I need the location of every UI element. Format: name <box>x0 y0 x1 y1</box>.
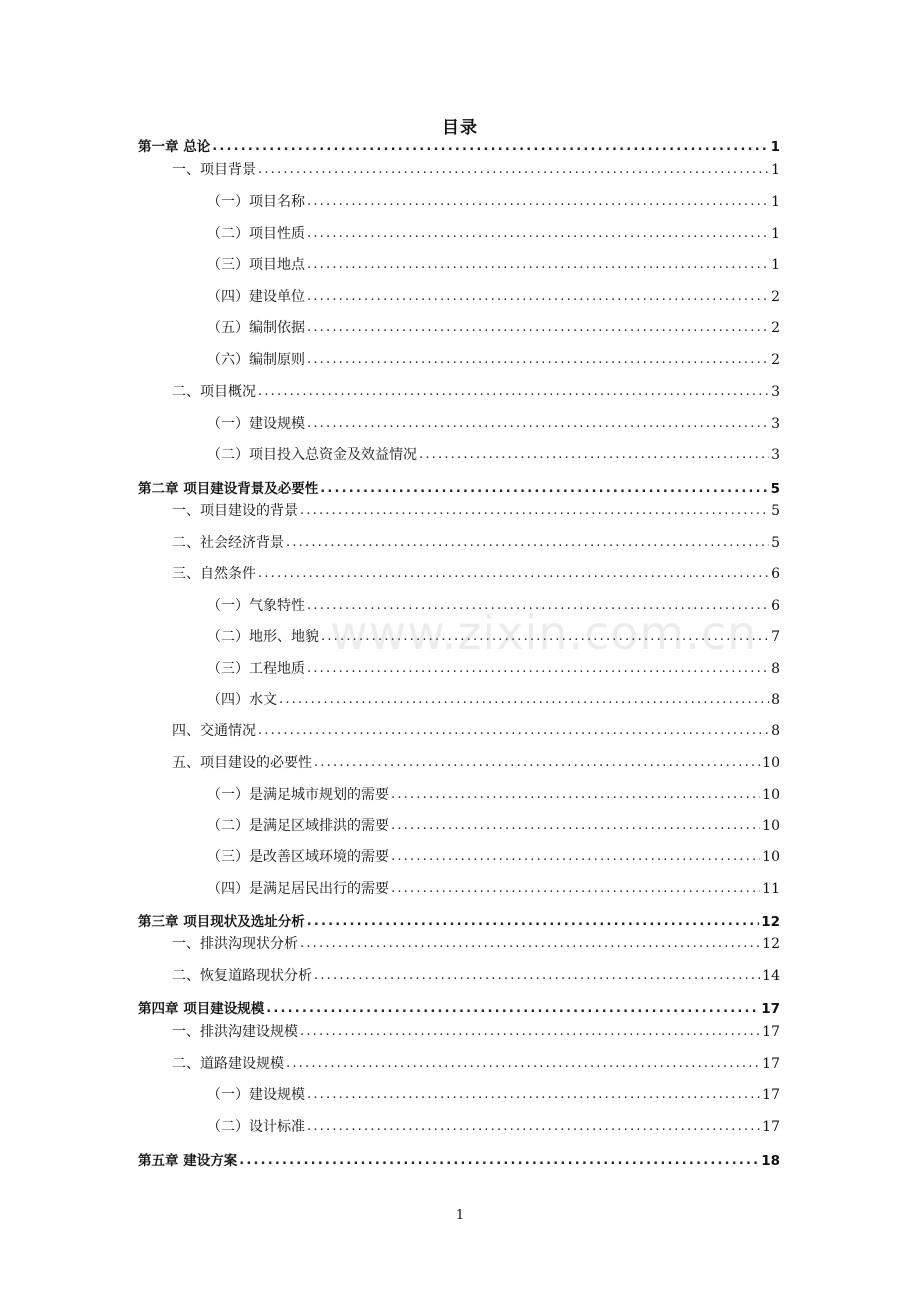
toc-entry-page: 5 <box>770 481 780 497</box>
toc-entry[interactable] <box>207 414 780 434</box>
toc-entry-title: 五、项目建设的必要性 <box>172 755 312 771</box>
toc-entry[interactable] <box>172 1054 780 1074</box>
toc-entry-page: 17 <box>761 1001 780 1017</box>
toc-entry-title: 二、社会经济背景 <box>172 535 284 551</box>
dot-leader <box>300 501 769 521</box>
toc-entry[interactable] <box>207 816 780 836</box>
toc-entry-page: 17 <box>762 1087 780 1103</box>
toc-entry[interactable] <box>207 659 780 679</box>
toc-entry-title: （一）建设规模 <box>207 416 305 432</box>
toc-entry[interactable] <box>207 879 780 899</box>
toc-entry-page: 8 <box>771 723 780 739</box>
toc-entry[interactable] <box>207 847 780 867</box>
toc-entry-title: （四）是满足居民出行的需要 <box>207 881 389 897</box>
toc-entry-title: （六）编制原则 <box>207 352 305 368</box>
toc-entry[interactable] <box>207 785 780 805</box>
dot-leader <box>286 533 769 553</box>
dot-leader <box>266 999 759 1019</box>
toc-entry-page: 6 <box>771 598 780 614</box>
toc-entry-page: 8 <box>771 661 780 677</box>
toc-entry[interactable] <box>172 966 780 986</box>
toc-entry-page: 10 <box>762 849 780 865</box>
toc-entry-page: 17 <box>762 1056 780 1072</box>
toc-entry-page: 2 <box>771 320 780 336</box>
dot-leader <box>307 192 769 212</box>
dot-leader <box>307 255 769 275</box>
toc-entry[interactable] <box>138 999 780 1019</box>
dot-leader <box>300 934 760 954</box>
dot-leader <box>391 847 760 867</box>
toc-entry[interactable] <box>172 934 780 954</box>
toc-entry[interactable] <box>207 318 780 338</box>
toc-entry[interactable] <box>207 224 780 244</box>
toc-entry-title: 第四章 项目建设规模 <box>138 1001 265 1017</box>
toc-entry-title: （二）是满足区域排洪的需要 <box>207 818 389 834</box>
dot-leader <box>391 879 760 899</box>
dot-leader <box>307 1117 760 1137</box>
dot-leader <box>307 1085 760 1105</box>
dot-leader <box>314 753 760 773</box>
toc-entry-title: 二、恢复道路现状分析 <box>172 968 312 984</box>
dot-leader <box>307 414 769 434</box>
toc-entry[interactable] <box>207 1117 780 1137</box>
dot-leader <box>307 350 769 370</box>
dot-leader <box>239 1151 759 1171</box>
toc-entry[interactable] <box>172 753 780 773</box>
dot-leader <box>307 912 760 932</box>
dot-leader <box>212 137 768 157</box>
dot-leader <box>391 816 760 836</box>
toc-entry-page: 1 <box>771 226 780 242</box>
toc-entry[interactable] <box>207 255 780 275</box>
toc-entry[interactable] <box>172 721 780 741</box>
toc-entry-page: 7 <box>771 629 780 645</box>
toc-title: 目录 <box>442 118 478 138</box>
dot-leader <box>258 160 769 180</box>
toc-entry[interactable] <box>172 501 780 521</box>
toc-entry[interactable] <box>207 1085 780 1105</box>
toc-entry-page: 10 <box>762 787 780 803</box>
toc-entry-page: 14 <box>762 968 780 984</box>
toc-entry-page: 6 <box>771 566 780 582</box>
toc-entry-page: 1 <box>771 162 780 178</box>
dot-leader <box>307 287 769 307</box>
toc-entry[interactable] <box>138 912 780 932</box>
toc-entry-page: 2 <box>771 352 780 368</box>
toc-entry-page: 2 <box>771 289 780 305</box>
toc-entry-page: 12 <box>762 936 780 952</box>
toc-entry-title: 四、交通情况 <box>172 723 256 739</box>
page-number: 1 <box>455 1208 465 1223</box>
toc-entry-page: 10 <box>762 818 780 834</box>
toc-entry-page: 3 <box>771 416 780 432</box>
toc-entry-title: 一、排洪沟建设规模 <box>172 1024 298 1040</box>
toc-entry-title: （一）建设规模 <box>207 1087 305 1103</box>
toc-entry-page: 12 <box>761 914 780 930</box>
dot-leader <box>279 690 769 710</box>
toc-entry[interactable] <box>172 533 780 553</box>
dot-leader <box>419 445 769 465</box>
toc-entry-title: （四）水文 <box>207 692 277 708</box>
toc-entry-page: 1 <box>771 194 780 210</box>
toc-entry-title: 第二章 项目建设背景及必要性 <box>138 481 319 497</box>
toc-entry-title: 二、道路建设规模 <box>172 1056 284 1072</box>
toc-entry-title: （一）气象特性 <box>207 598 305 614</box>
watermark: www.zixin.com.cn <box>330 606 758 660</box>
toc-entry-title: 第五章 建设方案 <box>138 1153 238 1169</box>
toc-entry-title: （二）项目投入总资金及效益情况 <box>207 447 417 463</box>
toc-entry-title: （二）项目性质 <box>207 226 305 242</box>
toc-entry-title: 二、项目概况 <box>172 384 256 400</box>
toc-entry-page: 3 <box>771 384 780 400</box>
dot-leader <box>300 1022 760 1042</box>
toc-entry-title: 第一章 总论 <box>138 139 211 155</box>
toc-entry[interactable] <box>207 192 780 212</box>
toc-entry[interactable] <box>138 1151 780 1171</box>
toc-entry-page: 5 <box>771 503 780 519</box>
toc-entry-title: 一、排洪沟现状分析 <box>172 936 298 952</box>
toc-entry[interactable] <box>172 1022 780 1042</box>
toc-entry-title: （三）工程地质 <box>207 661 305 677</box>
dot-leader <box>258 721 769 741</box>
toc-entry[interactable] <box>207 690 780 710</box>
toc-entry-page: 17 <box>762 1024 780 1040</box>
toc-entry[interactable] <box>207 287 780 307</box>
dot-leader <box>307 318 769 338</box>
toc-entry[interactable] <box>172 382 780 402</box>
toc-entry-title: （一）项目名称 <box>207 194 305 210</box>
toc-entry[interactable] <box>207 350 780 370</box>
toc-entry-page: 11 <box>762 881 780 897</box>
toc-entry[interactable] <box>172 160 780 180</box>
toc-entry-title: （二）设计标准 <box>207 1119 305 1135</box>
dot-leader <box>320 479 768 499</box>
toc-entry[interactable] <box>207 445 780 465</box>
toc-entry-title: （一）是满足城市规划的需要 <box>207 787 389 803</box>
dot-leader <box>258 564 769 584</box>
dot-leader <box>314 966 760 986</box>
toc-entry[interactable] <box>138 137 780 157</box>
toc-entry[interactable] <box>138 479 780 499</box>
toc-entry-title: （四）建设单位 <box>207 289 305 305</box>
dot-leader <box>286 1054 760 1074</box>
toc-entry-title: 一、项目建设的背景 <box>172 503 298 519</box>
toc-entry-page: 3 <box>771 447 780 463</box>
toc-entry-title: （三）项目地点 <box>207 257 305 273</box>
toc-entry-title: 第三章 项目现状及选址分析 <box>138 914 305 930</box>
toc-entry-page: 17 <box>762 1119 780 1135</box>
toc-entry-page: 5 <box>771 535 780 551</box>
dot-leader <box>307 659 769 679</box>
toc-entry-title: （二）地形、地貌 <box>207 629 319 645</box>
toc-entry-page: 1 <box>771 257 780 273</box>
dot-leader <box>391 785 760 805</box>
toc-entry-page: 8 <box>771 692 780 708</box>
toc-entry-title: 一、项目背景 <box>172 162 256 178</box>
toc-entry[interactable] <box>172 564 780 584</box>
toc-entry-title: （三）是改善区域环境的需要 <box>207 849 389 865</box>
dot-leader <box>307 224 769 244</box>
toc-entry-title: 三、自然条件 <box>172 566 256 582</box>
toc-entry-title: （五）编制依据 <box>207 320 305 336</box>
toc-entry-page: 1 <box>770 139 780 155</box>
toc-entry-page: 10 <box>762 755 780 771</box>
dot-leader <box>258 382 769 402</box>
toc-entry-page: 18 <box>761 1153 780 1169</box>
